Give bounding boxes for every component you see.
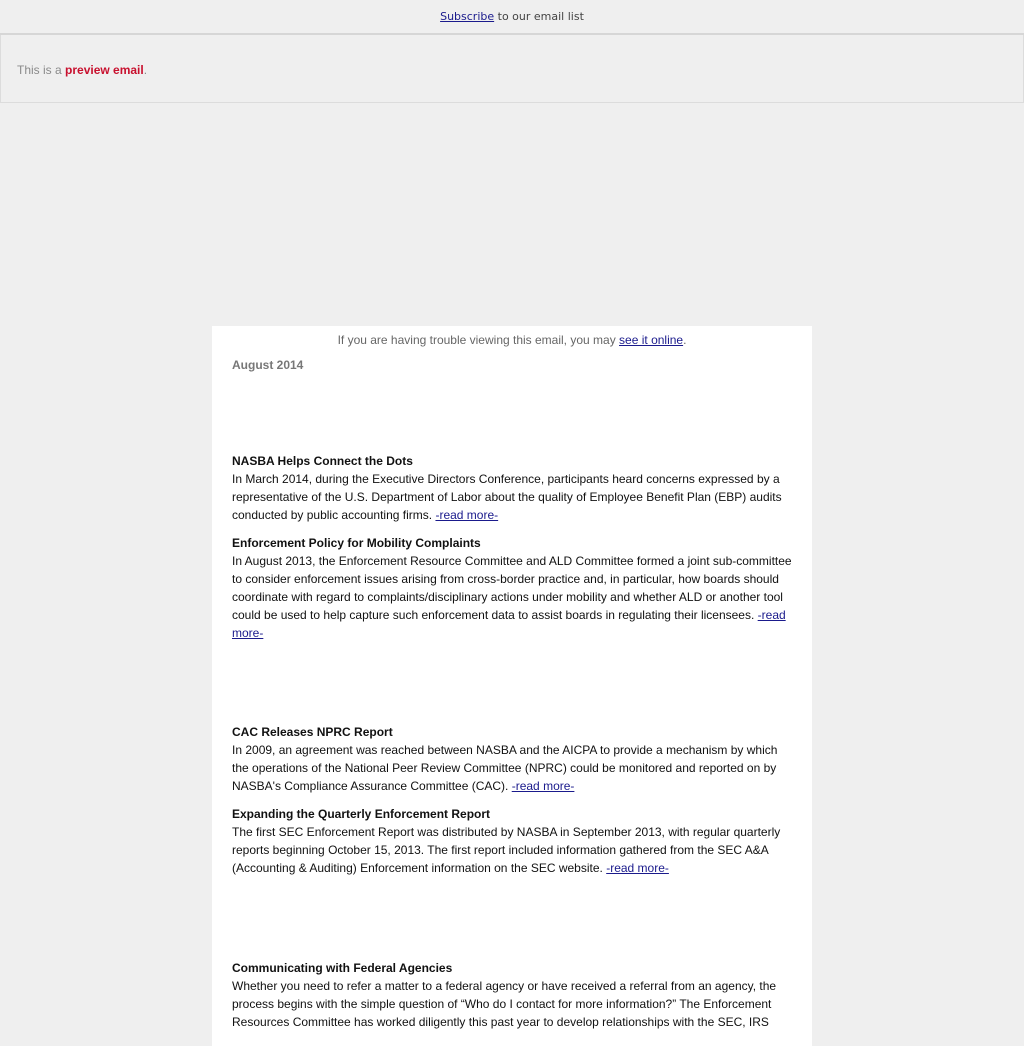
preview-prefix: This is a [17, 63, 66, 77]
article [232, 805, 792, 877]
preview-suffix: . [143, 63, 148, 77]
article-body: In August 2013, the Enforcement Resource Committee and ALD Committee formed a joint sub-committee to consider enforcement issues arising from cross-border practice and, in particular, how boards should coordinate with regard to complaints/disciplinary actions under mobility and whether ALD or another tool could be used to help capture such enforcement data to assist boards in regulating their licensees. [232, 554, 792, 622]
article-title: Expanding the Quarterly Enforcement Report [232, 807, 491, 821]
article [232, 534, 792, 642]
preview-banner [0, 35, 1024, 103]
article [232, 452, 792, 524]
read-more-link[interactable]: -read more- [232, 608, 786, 640]
article-title: CAC Releases NPRC Report [232, 725, 393, 739]
subscribe-bar [0, 0, 1024, 35]
subscribe-text: to our email list [494, 10, 584, 23]
trouble-end: . [683, 333, 687, 347]
article-body: The first SEC Enforcement Report was distributed by NASBA in September 2013, with regular quarterly reports beginning October 15, 2013. The first report included information gathered from the SEC A&A (Accounting & Auditing) Enforcement information on the SEC website. [232, 825, 781, 875]
read-more-link[interactable]: -read more- [511, 779, 575, 793]
view-online-notice [232, 331, 792, 349]
article-title: Enforcement Policy for Mobility Complaints [232, 536, 481, 550]
article [232, 723, 792, 795]
trouble-text: If you are having trouble viewing this email, you may [337, 333, 620, 347]
article-body: In 2009, an agreement was reached between NASBA and the AICPA to provide a mechanism by which the operations of the National Peer Review Committee (NPRC) could be monitored and reported on by NASBA's Compliance Assurance Committee (CAC). [232, 743, 778, 793]
read-more-link[interactable]: -read more- [606, 861, 669, 875]
article-title: Communicating with Federal Agencies [232, 961, 453, 975]
article [232, 959, 792, 1031]
article-title: NASBA Helps Connect the Dots [232, 454, 413, 468]
article-body: In March 2014, during the Executive Directors Conference, participants heard concerns expressed by a representative of the U.S. Department of Labor about the quality of Employee Benefit Plan (EBP) audits conducted by public accounting firms. [232, 472, 782, 522]
subscribe-link[interactable]: Subscribe [440, 10, 495, 23]
preview-highlight: preview email [65, 63, 144, 77]
see-online-link[interactable]: see it online [619, 333, 684, 347]
article-body: Whether you need to refer a matter to a federal agency or have received a referral from an agency, the process begins with the simple question of “Who do I contact for more information?” The Enforcement Resources Committee has worked diligently this past year to develop relationships with the SEC, IRS [232, 979, 777, 1029]
email-body [212, 326, 812, 1046]
read-more-link[interactable]: -read more- [435, 508, 499, 522]
issue-date: August 2014 [232, 358, 304, 372]
